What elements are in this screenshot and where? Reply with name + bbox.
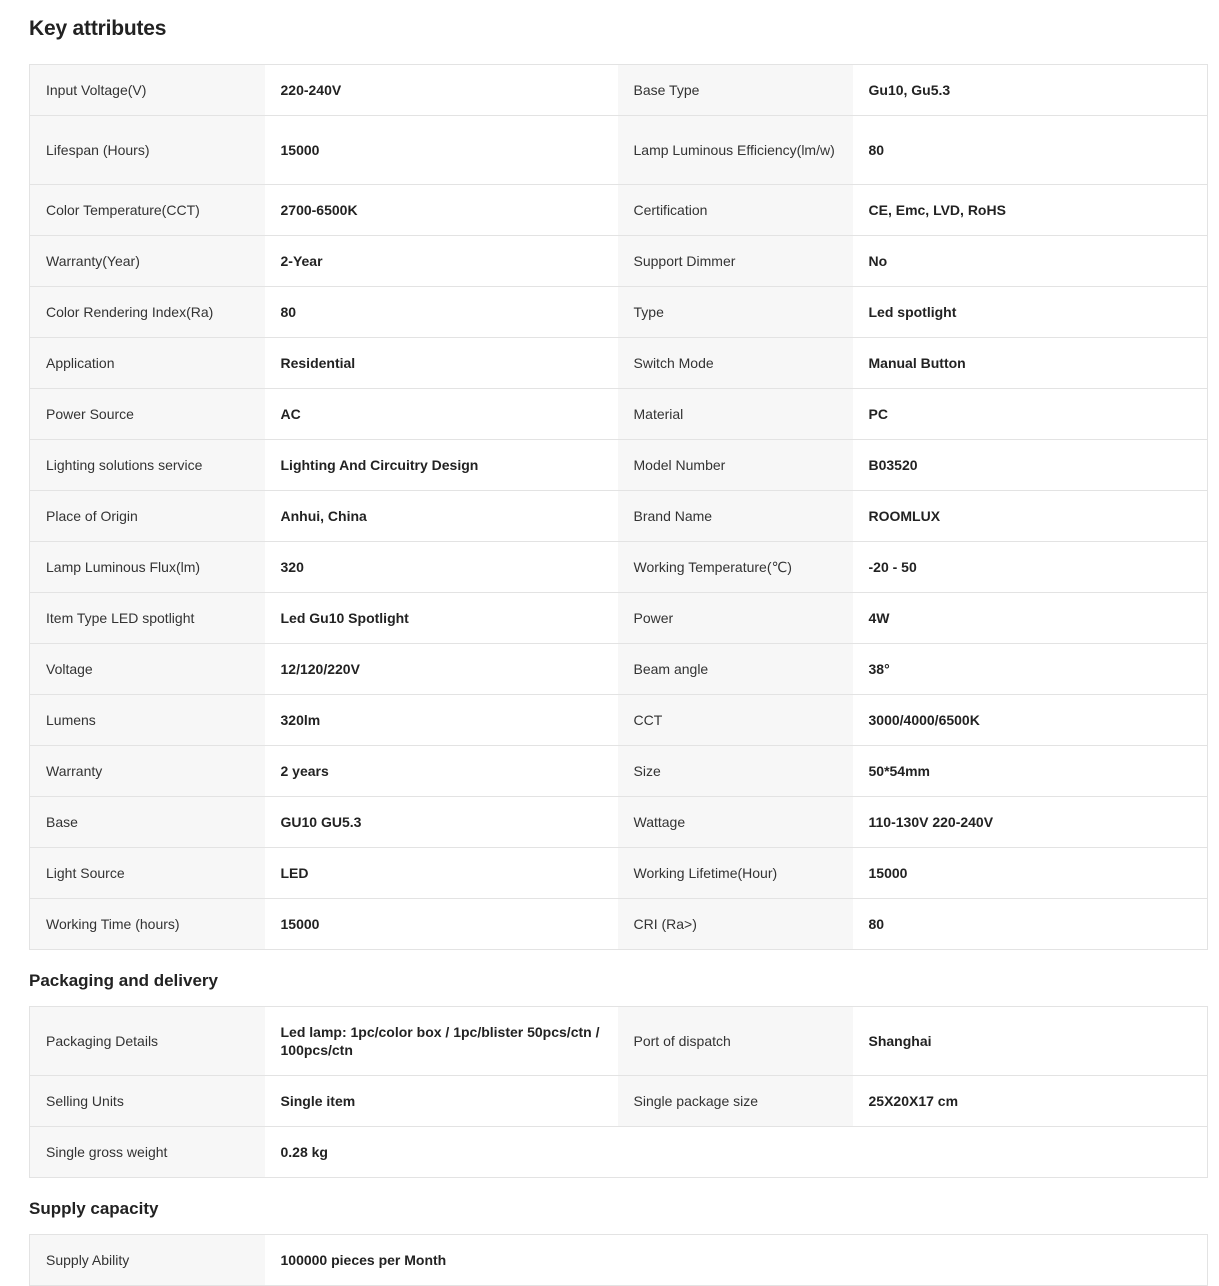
attribute-label: Lumens — [30, 695, 265, 746]
attribute-label: CRI (Ra>) — [618, 899, 853, 950]
attribute-label: CCT — [618, 695, 853, 746]
attribute-value: -20 - 50 — [853, 542, 1208, 593]
empty-cell — [618, 1127, 853, 1178]
attribute-label: Base — [30, 797, 265, 848]
attribute-row — [30, 695, 1208, 746]
attribute-row — [30, 1127, 1208, 1178]
attribute-value: Led spotlight — [853, 287, 1208, 338]
attribute-value: 110-130V 220-240V — [853, 797, 1208, 848]
attribute-label: Certification — [618, 185, 853, 236]
attribute-row — [30, 848, 1208, 899]
attribute-value: 320lm — [265, 695, 618, 746]
attribute-label: Color Temperature(CCT) — [30, 185, 265, 236]
attribute-row — [30, 797, 1208, 848]
attribute-label: Application — [30, 338, 265, 389]
empty-cell — [853, 1127, 1208, 1178]
attribute-value: 80 — [265, 287, 618, 338]
key-attributes-title: Key attributes — [29, 17, 167, 40]
attribute-value: Lighting And Circuitry Design — [265, 440, 618, 491]
attribute-label: Working Temperature(℃) — [618, 542, 853, 593]
attribute-value: 15000 — [265, 116, 618, 185]
attribute-value: CE, Emc, LVD, RoHS — [853, 185, 1208, 236]
attribute-label: Lamp Luminous Efficiency(lm/w) — [618, 116, 853, 185]
attribute-label: Packaging Details — [30, 1007, 265, 1076]
attribute-label: Item Type LED spotlight — [30, 593, 265, 644]
attribute-row — [30, 65, 1208, 116]
attribute-label: Lighting solutions service — [30, 440, 265, 491]
attribute-row — [30, 287, 1208, 338]
attribute-value: Manual Button — [853, 338, 1208, 389]
attribute-row — [30, 1007, 1208, 1076]
attribute-label: Material — [618, 389, 853, 440]
empty-cell — [853, 1235, 1208, 1286]
attribute-label: Warranty — [30, 746, 265, 797]
attribute-label: Support Dimmer — [618, 236, 853, 287]
attribute-value: Shanghai — [853, 1007, 1208, 1076]
attribute-label: Selling Units — [30, 1076, 265, 1127]
attribute-value: 80 — [853, 116, 1208, 185]
attribute-label: Power — [618, 593, 853, 644]
attribute-value: 38° — [853, 644, 1208, 695]
attribute-value: GU10 GU5.3 — [265, 797, 618, 848]
attribute-label: Size — [618, 746, 853, 797]
packaging-table — [29, 1006, 1208, 1178]
attribute-row — [30, 1076, 1208, 1127]
attribute-value: Residential — [265, 338, 618, 389]
attribute-label: Light Source — [30, 848, 265, 899]
supply-capacity-table — [29, 1234, 1208, 1286]
attribute-value: ROOMLUX — [853, 491, 1208, 542]
attribute-label: Switch Mode — [618, 338, 853, 389]
attribute-label: Single gross weight — [30, 1127, 265, 1178]
packaging-title: Packaging and delivery — [29, 971, 218, 990]
attribute-row — [30, 236, 1208, 287]
attribute-label: Type — [618, 287, 853, 338]
attribute-value: 15000 — [853, 848, 1208, 899]
attribute-label: Color Rendering Index(Ra) — [30, 287, 265, 338]
attribute-row — [30, 593, 1208, 644]
attribute-label: Wattage — [618, 797, 853, 848]
attribute-value: Led Gu10 Spotlight — [265, 593, 618, 644]
attribute-value: 4W — [853, 593, 1208, 644]
attribute-label: Single package size — [618, 1076, 853, 1127]
attribute-value: Single item — [265, 1076, 618, 1127]
attribute-value: 3000/4000/6500K — [853, 695, 1208, 746]
attribute-value: PC — [853, 389, 1208, 440]
attribute-value: 50*54mm — [853, 746, 1208, 797]
attribute-row — [30, 542, 1208, 593]
attribute-value: 12/120/220V — [265, 644, 618, 695]
attribute-row — [30, 116, 1208, 185]
attribute-value: 15000 — [265, 899, 618, 950]
supply-capacity-title: Supply capacity — [29, 1199, 159, 1218]
attribute-label: Warranty(Year) — [30, 236, 265, 287]
attribute-value: B03520 — [853, 440, 1208, 491]
attribute-value: Gu10, Gu5.3 — [853, 65, 1208, 116]
attribute-value: 80 — [853, 899, 1208, 950]
attribute-label: Voltage — [30, 644, 265, 695]
attribute-row — [30, 185, 1208, 236]
attribute-label: Power Source — [30, 389, 265, 440]
attribute-value: 25X20X17 cm — [853, 1076, 1208, 1127]
attribute-value: Led lamp: 1pc/color box / 1pc/blister 50pcs/ctn / 100pcs/ctn — [265, 1007, 618, 1076]
attribute-label: Supply Ability — [30, 1235, 265, 1286]
attribute-row — [30, 746, 1208, 797]
key-attributes-table — [29, 64, 1208, 950]
attribute-row — [30, 899, 1208, 950]
attribute-label: Input Voltage(V) — [30, 65, 265, 116]
attribute-value: 2-Year — [265, 236, 618, 287]
attribute-value: 100000 pieces per Month — [265, 1235, 618, 1286]
attribute-value: 0.28 kg — [265, 1127, 618, 1178]
attribute-value: AC — [265, 389, 618, 440]
attribute-label: Lifespan (Hours) — [30, 116, 265, 185]
attribute-label: Working Time (hours) — [30, 899, 265, 950]
attribute-row — [30, 338, 1208, 389]
attribute-value: 2 years — [265, 746, 618, 797]
attribute-value: 320 — [265, 542, 618, 593]
attribute-value: LED — [265, 848, 618, 899]
attribute-row — [30, 440, 1208, 491]
attribute-value: 220-240V — [265, 65, 618, 116]
attribute-label: Lamp Luminous Flux(lm) — [30, 542, 265, 593]
attribute-row — [30, 389, 1208, 440]
attribute-label: Brand Name — [618, 491, 853, 542]
attribute-value: Anhui, China — [265, 491, 618, 542]
attribute-label: Working Lifetime(Hour) — [618, 848, 853, 899]
attribute-value: No — [853, 236, 1208, 287]
attribute-label: Base Type — [618, 65, 853, 116]
attribute-label: Model Number — [618, 440, 853, 491]
attribute-row — [30, 1235, 1208, 1286]
attribute-row — [30, 644, 1208, 695]
empty-cell — [618, 1235, 853, 1286]
attribute-label: Port of dispatch — [618, 1007, 853, 1076]
attribute-label: Beam angle — [618, 644, 853, 695]
attribute-value: 2700-6500K — [265, 185, 618, 236]
attribute-row — [30, 491, 1208, 542]
attribute-label: Place of Origin — [30, 491, 265, 542]
